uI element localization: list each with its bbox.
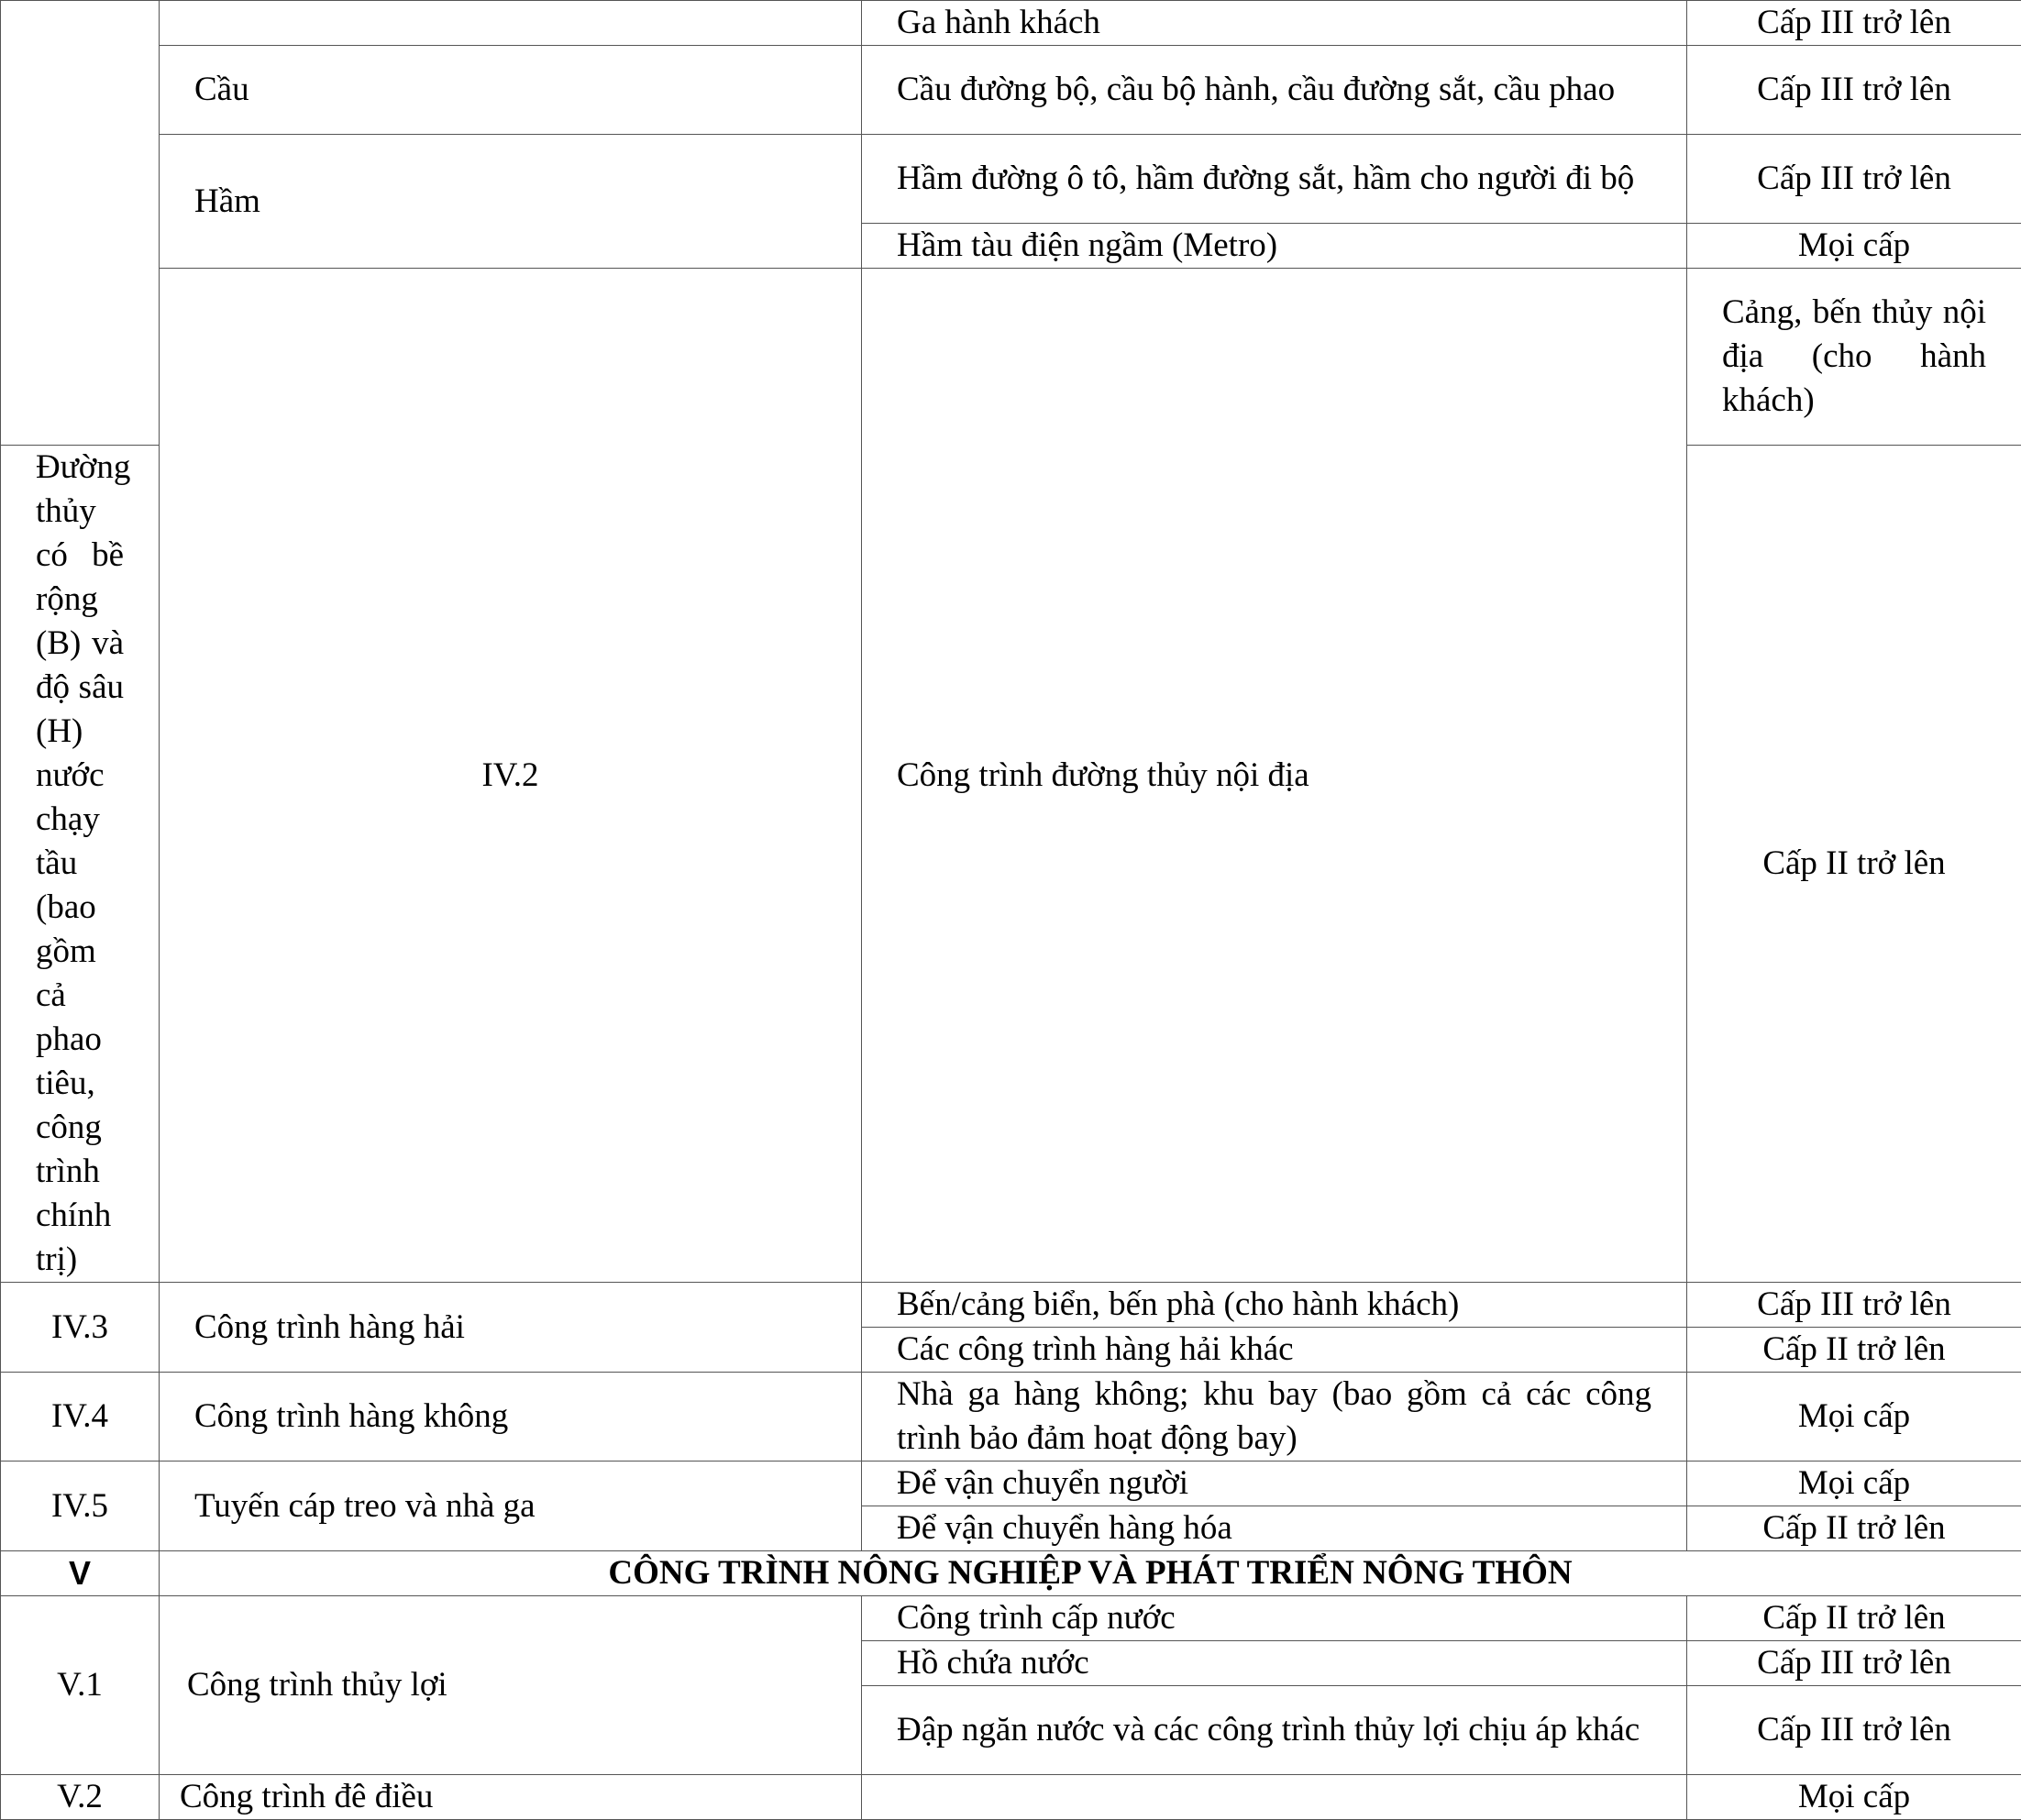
description-cell: Để vận chuyển người bbox=[862, 1462, 1687, 1506]
description-cell: Hầm đường ô tô, hầm đường sắt, hầm cho người đi bộ bbox=[862, 135, 1687, 224]
work-type-cell bbox=[160, 1, 862, 46]
table-row bbox=[1, 1, 2021, 46]
row-number-cell: IV.3 bbox=[1, 1283, 160, 1373]
work-type-cell: Hầm bbox=[160, 135, 862, 269]
section-number: V bbox=[1, 1551, 160, 1596]
grade-cell: Cấp III trở lên bbox=[1687, 1283, 2021, 1328]
work-type-cell: Công trình thủy lợi bbox=[160, 1596, 862, 1775]
description-cell: Ga hành khách bbox=[862, 1, 1687, 46]
work-type-cell: Cầu bbox=[160, 46, 862, 135]
description-cell bbox=[862, 1775, 1687, 1820]
section-header-row bbox=[1, 1551, 2021, 1596]
description-cell: Cảng, bến thủy nội địa (cho hành khách) bbox=[1687, 269, 2021, 446]
work-type-cell: Công trình hàng không bbox=[160, 1373, 862, 1462]
row-number-cell: V.2 bbox=[1, 1775, 160, 1820]
description-cell: Các công trình hàng hải khác bbox=[862, 1328, 1687, 1373]
grade-cell: Mọi cấp bbox=[1687, 1462, 2021, 1506]
section-title: CÔNG TRÌNH NÔNG NGHIỆP VÀ PHÁT TRIỂN NÔNG THÔN bbox=[160, 1551, 2021, 1596]
table-row bbox=[1, 1283, 2021, 1328]
table-row bbox=[1, 46, 2021, 135]
description-cell: Đập ngăn nước và các công trình thủy lợi chịu áp khác bbox=[862, 1686, 1687, 1775]
grade-cell: Cấp III trở lên bbox=[1687, 46, 2021, 135]
row-number-cell: IV.2 bbox=[160, 269, 862, 1283]
row-number-cell: IV.4 bbox=[1, 1373, 160, 1462]
description-cell: Hầm tàu điện ngầm (Metro) bbox=[862, 224, 1687, 269]
work-type-cell: Công trình đường thủy nội địa bbox=[862, 269, 1687, 1283]
description-cell: Đường thủy có bề rộng (B) và độ sâu (H) nước chạy tầu (bao gồm cả phao tiêu, công trình chính trị) bbox=[1, 446, 160, 1283]
grade-cell: Mọi cấp bbox=[1687, 224, 2021, 269]
description-cell: Bến/cảng biển, bến phà (cho hành khách) bbox=[862, 1283, 1687, 1328]
table-row bbox=[1, 1596, 2021, 1641]
work-type-cell: Công trình hàng hải bbox=[160, 1283, 862, 1373]
grade-cell: Cấp II trở lên bbox=[1687, 446, 2021, 1283]
description-cell: Để vận chuyển hàng hóa bbox=[862, 1506, 1687, 1551]
table-row bbox=[1, 1373, 2021, 1462]
work-type-cell: Tuyến cáp treo và nhà ga bbox=[160, 1462, 862, 1551]
row-number-cell: IV.5 bbox=[1, 1462, 160, 1551]
description-cell: Hồ chứa nước bbox=[862, 1641, 1687, 1686]
grade-cell: Cấp III trở lên bbox=[1687, 135, 2021, 224]
table-row bbox=[1, 1462, 2021, 1506]
grade-cell: Cấp III trở lên bbox=[1687, 1641, 2021, 1686]
grade-cell: Cấp III trở lên bbox=[1687, 1, 2021, 46]
work-type-cell: Công trình đê điều bbox=[160, 1775, 862, 1820]
grade-cell: Mọi cấp bbox=[1687, 1373, 2021, 1462]
table-row bbox=[1, 135, 2021, 224]
table-row bbox=[1, 269, 2021, 446]
grade-cell: Cấp II trở lên bbox=[1687, 1506, 2021, 1551]
description-cell: Nhà ga hàng không; khu bay (bao gồm cả các công trình bảo đảm hoạt động bay) bbox=[862, 1373, 1687, 1462]
description-cell: Cầu đường bộ, cầu bộ hành, cầu đường sắt, cầu phao bbox=[862, 46, 1687, 135]
description-cell: Công trình cấp nước bbox=[862, 1596, 1687, 1641]
row-number-cell bbox=[1, 1, 160, 446]
grade-cell: Cấp III trở lên bbox=[1687, 1686, 2021, 1775]
grade-cell: Mọi cấp bbox=[1687, 1775, 2021, 1820]
grade-cell: Cấp II trở lên bbox=[1687, 1328, 2021, 1373]
table-row bbox=[1, 1775, 2021, 1820]
grade-cell: Cấp II trở lên bbox=[1687, 1596, 2021, 1641]
row-number-cell: V.1 bbox=[1, 1596, 160, 1775]
